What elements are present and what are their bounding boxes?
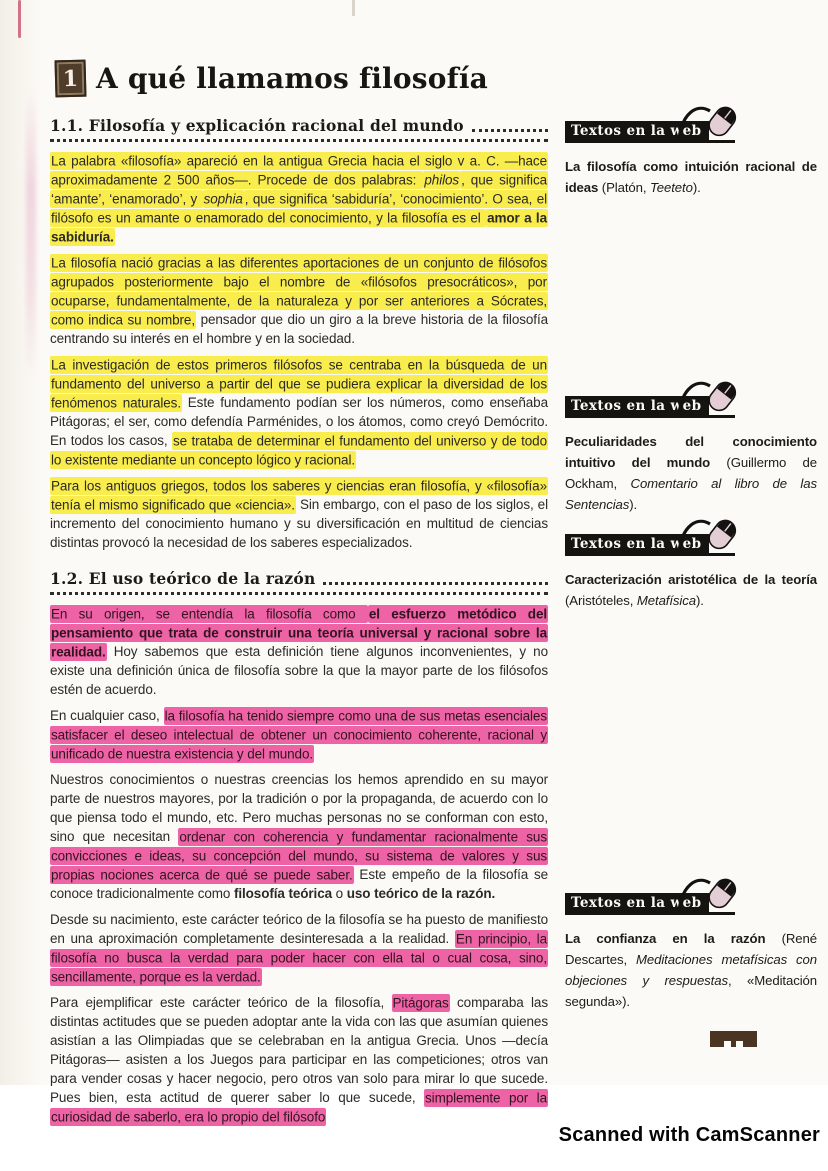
text-run: simplemente por la curiosidad de saberlo, era lo propio del filósofo [51, 1090, 547, 1124]
chapter-header [55, 60, 488, 97]
text-run: Nuestros conocimientos o nuestras creencias los hemos aprendido en su mayor parte de nuestros mayores, por la tradición o por la propaganda, de acuerdo con lo que piensa todo el mundo, etc. Pero muchas personas no se conforman con esto, sino que necesitan [50, 772, 548, 844]
section-heading-text: 1.1. Filosofía y explicación racional del mundo [50, 116, 464, 135]
scan-pink-streak [26, 88, 36, 378]
paragraph [50, 770, 548, 903]
text-run: Comentario al libro de las Sentencias [565, 476, 817, 512]
text-run: Desde su nacimiento, este carácter teórico de la filosofía se ha puesto de manifiesto en una aproximación completamente desinteresada a la realidad. [50, 912, 548, 946]
text-run: (Platón, [601, 180, 651, 195]
page-tab-artifact [710, 1031, 757, 1047]
text-run: Teeteto [650, 180, 693, 195]
chapter-title: A qué llamamos filosofía [96, 62, 489, 95]
text-run: comparaba las distintas actitudes que se pueden adoptar ante la vida con las que asumían quienes asistían a las Olimpiadas que se celebraban en la antigua Grecia. Unos —decía Pitágoras— asisten a los Juegos para participar en las competiciones; otros van para vender cosas y hacer negocio, pero otros van solo para mirar lo que sucede. Pues bien, esta actitud de querer saber lo que sucede, [50, 995, 548, 1105]
text-run: , que significa ‘amante’, ‘enamorado’, y [51, 172, 547, 206]
text-run: La filosofía como intuición racional de ideas [565, 159, 817, 195]
web-box-1 [565, 121, 820, 198]
web-box-3 [565, 534, 820, 611]
text-run: En principio, la filosofía no busca la verdad para poder hacer con ella tal o cual cosa, sino, sencillamente, porque es la verdad. [51, 931, 547, 984]
text-run: ). [692, 180, 701, 195]
dotted-leader [472, 129, 548, 132]
dotted-leader [323, 582, 548, 585]
paragraph [50, 476, 548, 552]
text-run: Para ejemplificar este carácter teórico de la filosofía, [50, 995, 392, 1010]
paragraph [50, 355, 548, 469]
section-heading-1-1 [50, 116, 548, 135]
text-run: (Aristóteles, [565, 593, 637, 608]
web-box-note [565, 928, 817, 1012]
text-run: sophia [203, 191, 243, 206]
text-run: amor a la sabiduría. [51, 210, 547, 244]
text-run: Este empeño de la filosofía se conoce tradicionalmente como [50, 867, 549, 901]
paragraph [50, 604, 548, 699]
text-run: Para los antiguos griegos, todos los saberes y ciencias eran filosofía, y «filosofía» tenía el mismo significado que «ciencia». [51, 478, 547, 512]
web-box-label: Textos en la web [565, 121, 709, 142]
text-run: philos [424, 172, 460, 187]
main-text-column [50, 116, 548, 1133]
scan-red-mark [18, 0, 21, 38]
web-box-2 [565, 396, 820, 515]
text-run: La palabra «filosofía» apareció en la antigua Grecia hacia el siglo v a. C. —hace aproximadamente 2 500 años—. Procede de dos palabras: [51, 153, 547, 187]
text-run: el esfuerzo metódico del pensamiento que trata de construir una teoría universal y racional sobre la realidad. [51, 606, 547, 659]
mouse-icon [677, 514, 739, 556]
mouse-icon [677, 101, 739, 143]
text-run: , que significa ‘sabiduría’, ‘conocimiento’. O sea, el filósofo es un amante o enamorado del conocimiento, y la filosofía es el [51, 191, 547, 225]
camscanner-watermark: Scanned with CamScanner [558, 1124, 820, 1146]
text-run: Caracterización aristotélica de la teoría [565, 572, 817, 587]
web-box-label: Textos en la web [565, 534, 709, 555]
text-run: En cualquier caso, [50, 708, 164, 723]
text-run: La filosofía nació gracias a las diferentes aportaciones de un conjunto de filósofos agrupados posteriormente bajo el nombre de «filósofos presocráticos», por ocuparse, fundamentalmente, de la naturaleza y por ser anteriores a Sócrates, como indica su nombre, [51, 255, 547, 327]
dotted-rule [50, 589, 548, 595]
mouse-icon [677, 376, 739, 418]
chapter-number-badge: 1 [55, 60, 87, 98]
web-box-label: Textos en la web [565, 396, 709, 417]
web-box-note [565, 569, 817, 611]
text-run: (René Descartes, [565, 931, 817, 967]
text-run: uso teórico de la razón. [346, 886, 496, 901]
text-run: Pitágoras [392, 995, 449, 1010]
section-heading-1-2 [50, 569, 548, 588]
text-run: la filosofía ha tenido siempre como una de sus metas esenciales satisfacer el deseo intelectual de obtener un conocimiento coherente, racional y unificado de nuestra existencia y del mundo. [51, 708, 547, 761]
paragraph [50, 151, 548, 246]
web-box-note [565, 156, 817, 198]
scan-faint-mark [352, 0, 355, 16]
paragraph [50, 706, 548, 763]
text-run: En su origen, se entendía la filosofía como [51, 606, 367, 621]
text-run: o [332, 886, 347, 901]
web-box-4 [565, 893, 820, 1012]
paragraph [50, 910, 548, 986]
section-heading-text: 1.2. El uso teórico de la razón [50, 569, 316, 588]
text-run: pensador que dio un giro a la breve historia de la filosofía centrando su interés en el hombre y en la sociedad. [50, 312, 549, 346]
text-run: Sin embargo, con el paso de los siglos, el incremento del conocimiento humano y su diversificación en multitud de ciencias distintas provocó la necesidad de los saberes especializados. [50, 497, 548, 550]
text-run: ordenar con coherencia y fundamentar racionalmente sus convicciones e ideas, su concepción del mundo, su sistema de valores y sus propias nociones acerca de qué se puede saber. [51, 829, 547, 882]
dotted-rule [50, 136, 548, 142]
paragraph [50, 253, 548, 348]
text-run: , «Meditación segunda»). [565, 973, 817, 1009]
paragraph [50, 993, 548, 1126]
text-run: Este fundamento podían ser los números, como enseñaba Pitágoras; el ser, como defendía Parménides, o los átomos, como creyó Demócrito. En todos los casos, [50, 395, 548, 448]
text-run: Peculiaridades del conocimiento intuitivo del mundo [565, 434, 817, 470]
text-run: La investigación de estos primeros filósofos se centraba en la búsqueda de un fundamento del universo a partir del que se pudiera explicar la diversidad de los fenómenos naturales. [51, 357, 547, 410]
text-run: La confianza en la razón [565, 931, 782, 946]
text-run: (Guillermo de Ockham, [565, 455, 817, 491]
text-run: ). [629, 497, 638, 512]
text-run: filosofía teórica [233, 886, 333, 901]
text-run: se trataba de determinar el fundamento del universo y de todo lo existente mediante un concepto lógico y racional. [51, 433, 547, 467]
text-run: Meditaciones metafísicas con objeciones y respuestas [565, 952, 817, 988]
mouse-icon [677, 873, 739, 915]
text-run: Metafísica [636, 593, 696, 608]
scan-left-shading [0, 0, 46, 1171]
web-box-note [565, 431, 817, 515]
text-run: Hoy sabemos que esta definición tiene algunos inconvenientes, y no existe una definición única de filosofía sobre la que la mayor parte de los filósofos estén de acuerdo. [50, 644, 548, 697]
text-run: ). [696, 593, 704, 608]
web-box-label: Textos en la web [565, 893, 709, 914]
